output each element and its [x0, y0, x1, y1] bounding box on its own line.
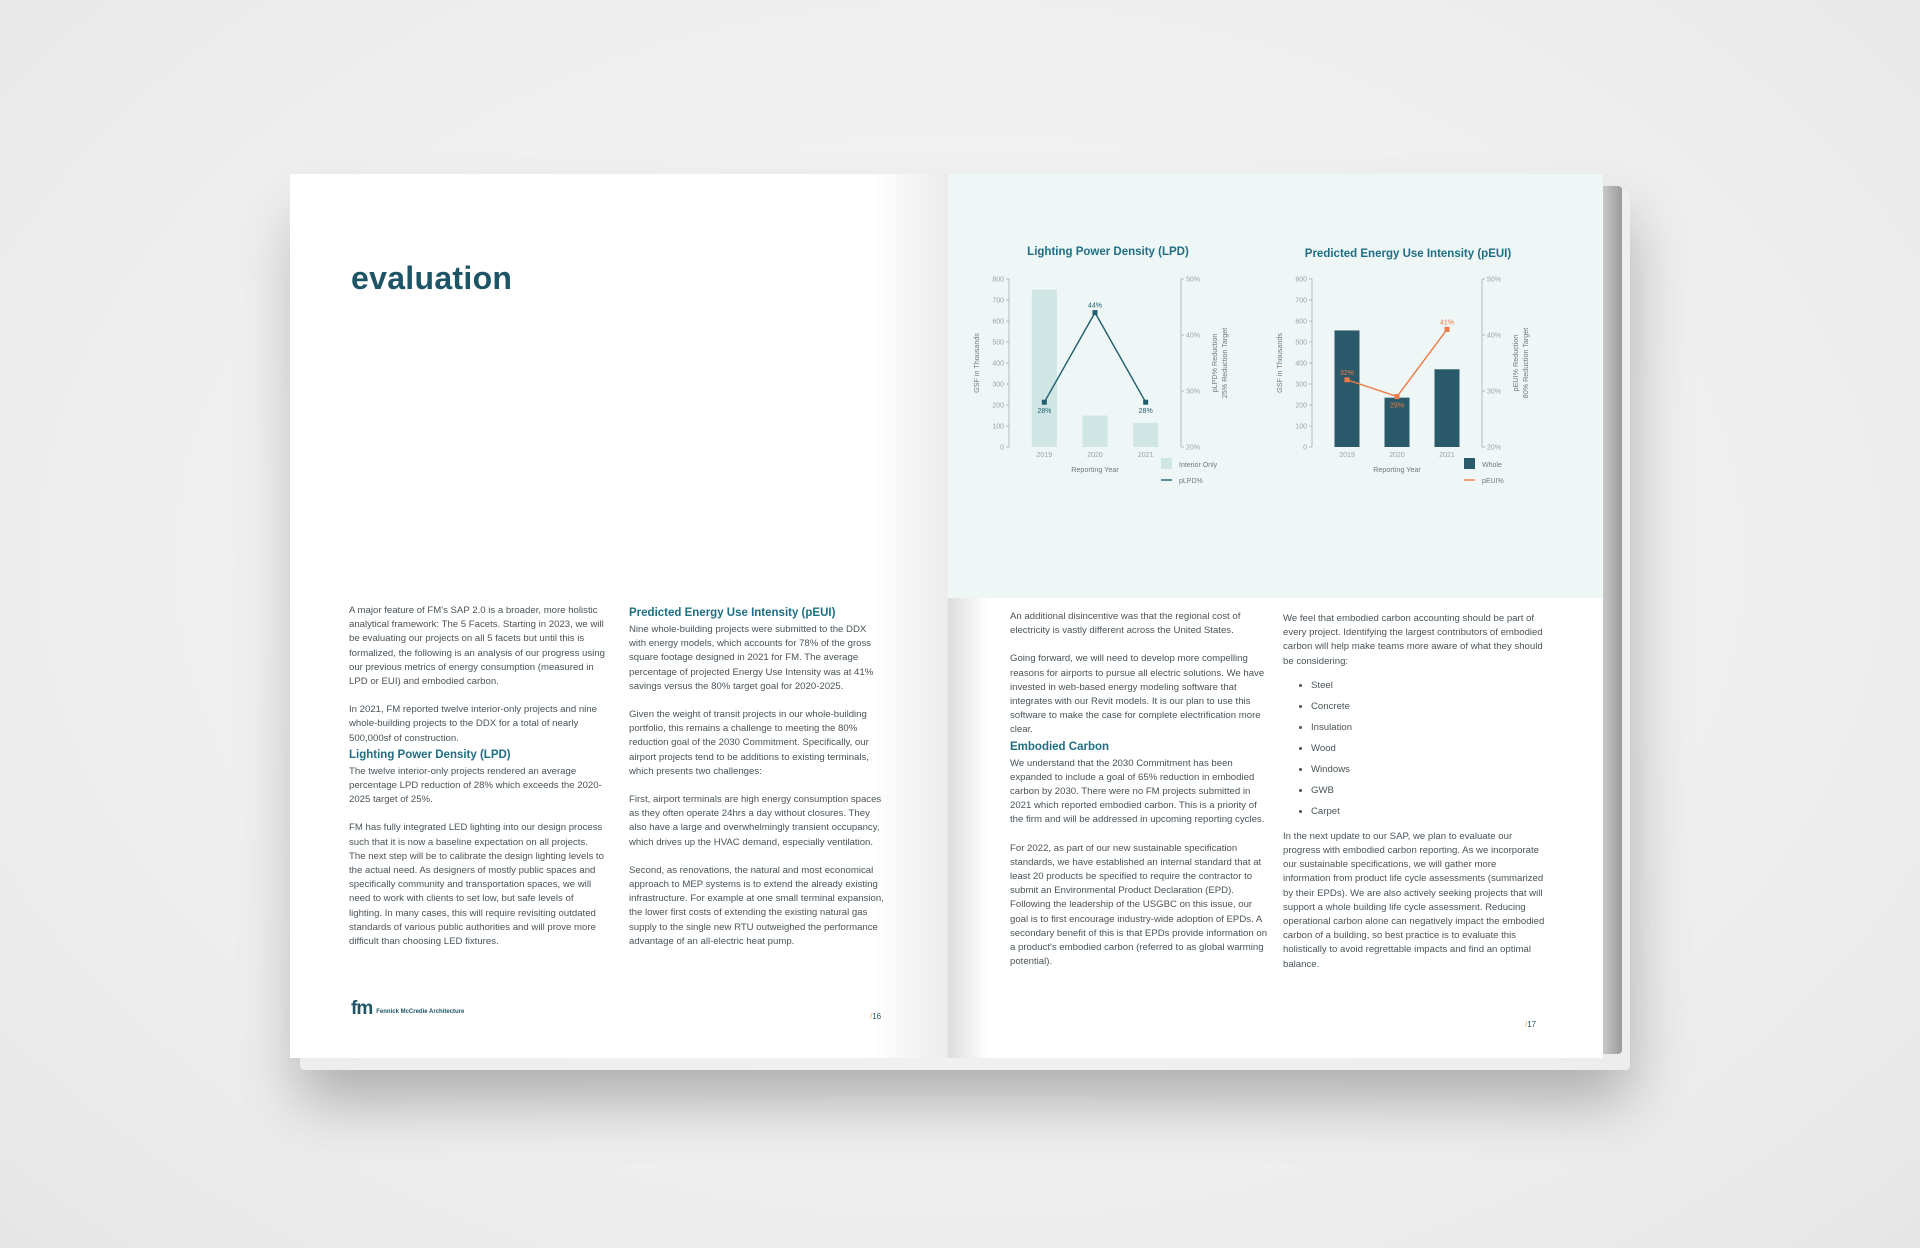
- line-point: [1345, 377, 1350, 382]
- paragraph: Second, as renovations, the natural and most economical approach to MEP systems is to extend the already existing infrastructure. For example at one small terminal expansion, the lower first costs of extending the existing natural gas supply to the single new RTU outweighed the performance advantage of an all-electric heat pump.: [629, 864, 884, 947]
- legend-label: Interior Only: [1179, 462, 1218, 469]
- y2-axis-label: pEUI% Reduction: [1511, 334, 1520, 392]
- data-label: 29%: [1389, 402, 1405, 410]
- line-point: [1143, 400, 1148, 405]
- data-label: 32%: [1339, 369, 1355, 377]
- paragraph: The twelve interior-only projects rendered an average percentage LPD reduction of 28% which exceeds the 2020-2025 target of 25%.: [349, 765, 602, 806]
- page-number-value: 16: [872, 1012, 882, 1021]
- right-column-1: [1010, 610, 1268, 983]
- paragraph: Going forward, we will need to develop more compelling reasons for airports to pursue all electric solutions. We have invested in web-based energy modeling software that integrates with our Revit models. It is our plan to use this software to make the case for complete electrification more clear.: [1010, 653, 1265, 736]
- y-tick-label: 300: [992, 381, 1004, 389]
- y2-axis-label-target: 25% Reduction Target: [1220, 327, 1229, 399]
- y-tick-label: 400: [992, 360, 1004, 368]
- line-point: [1445, 327, 1450, 332]
- left-column-2: [629, 606, 885, 963]
- x-tick-label: 2019: [1339, 452, 1355, 459]
- page-number-left: [870, 1012, 881, 1021]
- y2-tick-label: 20%: [1487, 444, 1502, 452]
- line-point: [1093, 310, 1098, 315]
- paragraph: Nine whole-building projects were submitted to the DDX with energy models, which accounts for 78% of the gross square footage designed in 2021 for FM. The average percentage of projected Energy Use Intensity was at 41% savings versus the 80% target goal for 2020-2025.: [629, 624, 874, 692]
- list-item: • Wood: [1311, 738, 1545, 759]
- x-axis-label: Reporting Year: [1071, 465, 1119, 474]
- list-item: • Windows: [1311, 759, 1545, 780]
- y-tick-label: 800: [1295, 276, 1307, 284]
- paragraph: Given the weight of transit projects in our whole-building portfolio, this remains a challenge to meeting the 80% reduction goal of the 2030 Commitment. Specifically, our airport projects tend to be additions to existing terminals, which presents two challenges:: [629, 709, 869, 777]
- x-tick-label: 2021: [1137, 452, 1154, 459]
- section-heading-embodied-carbon: Embodied Carbon: [1010, 740, 1110, 753]
- list-item: • Carpet: [1311, 801, 1545, 822]
- bar-2019: [1335, 330, 1360, 447]
- legend-label: pEUI%: [1482, 478, 1504, 485]
- y-tick-label: 200: [1295, 402, 1307, 410]
- paragraph: We feel that embodied carbon accounting should be part of every project. Identifying the largest contributors of embodied carbon will help make teams more aware of what they should be considering:: [1283, 613, 1543, 667]
- legend-label: pLPD%: [1179, 478, 1203, 485]
- y-tick-label: 700: [1295, 297, 1307, 305]
- fm-logo: [351, 1000, 464, 1018]
- section-heading-peui: Predicted Energy Use Intensity (pEUI): [629, 607, 836, 619]
- bar-2020: [1083, 416, 1108, 448]
- y2-tick-label: 30%: [1186, 388, 1201, 396]
- line-point: [1042, 400, 1047, 405]
- data-label: 44%: [1087, 302, 1103, 310]
- y2-tick-label: 50%: [1487, 276, 1502, 284]
- y-axis-label: GSF in Thousands: [972, 333, 981, 393]
- list-item: • Insulation: [1311, 717, 1545, 738]
- paragraph: In 2021, FM reported twelve interior-only projects and nine whole-building projects to the DDX for a total of nearly 500,000sf of construction.: [349, 704, 597, 744]
- y2-axis-label-target: 80% Reduction Target: [1521, 327, 1530, 399]
- x-tick-label: 2020: [1087, 452, 1103, 459]
- section-heading-lpd: Lighting Power Density (LPD): [349, 748, 511, 761]
- list-item: • Concrete: [1311, 696, 1545, 717]
- y-axis-label: GSF in Thousands: [1275, 333, 1284, 393]
- y-tick-label: 500: [992, 339, 1004, 347]
- y-tick-label: 600: [992, 318, 1004, 326]
- material-list: [1283, 675, 1545, 822]
- paragraph: First, airport terminals are high energy consumption spaces as they often operate 24hrs a day without closures. They also have a large and overwhelmingly transient occupancy, which drives up the HVAC demand, especially ventilation.: [629, 794, 882, 848]
- y2-tick-label: 40%: [1487, 332, 1502, 340]
- lpd-chart-title: Lighting Power Density (LPD): [1027, 246, 1189, 258]
- y2-tick-label: 50%: [1186, 276, 1201, 284]
- x-axis-label: Reporting Year: [1373, 465, 1421, 474]
- y-tick-label: 400: [1295, 360, 1307, 368]
- right-column-2: [1283, 612, 1545, 986]
- paragraph: We understand that the 2030 Commitment has been expanded to include a goal of 65% reduction in embodied carbon by 2030. There were no FM projects submitted in 2021 which reported embodied carbon. This is a priority of the firm and will be addressed in upcoming reporting cycles.: [1010, 757, 1265, 826]
- paragraph: FM has fully integrated LED lighting into our design process such that it is now a baseline expectation on all projects. The next step will be to calibrate the design lighting levels to the actual need. As designers of mostly public spaces and specifically community and transportation spaces, we will need to work with clients to set low, but safe levels of lighting. In many cases, this will require revisiting outdated standards of various public authorities and will prove more difficult than choosing LED fixtures.: [349, 822, 604, 948]
- x-tick-label: 2021: [1439, 452, 1455, 459]
- data-label: 28%: [1138, 408, 1153, 416]
- y2-tick-label: 20%: [1186, 444, 1201, 452]
- series-line-pEUI%: [1347, 329, 1447, 396]
- paragraph: In the next update to our SAP, we plan to evaluate our progress with embodied carbon reporting. As we incorporate our sustainable specifications, we will gather more information from product life cycle assessments (summarized by their EPDs). We are also actively seeking projects that will support a whole building life cycle assessment. Reducing operational carbon alone can negatively impact the embodied carbon of a building, so best practice is to evaluate this holistically to avoid regrettable impacts and find an optimal balance.: [1283, 830, 1545, 970]
- y-tick-label: 500: [1295, 339, 1307, 347]
- left-column-1: [349, 604, 605, 963]
- y-tick-label: 200: [992, 402, 1004, 410]
- line-point: [1395, 394, 1400, 399]
- legend-label: Whole: [1482, 462, 1502, 469]
- y-tick-label: 300: [1295, 381, 1307, 389]
- y-tick-label: 600: [1295, 318, 1307, 326]
- logo-mark: fm: [351, 998, 373, 1019]
- page-number-slash: /: [1525, 1020, 1528, 1029]
- y-tick-label: 100: [992, 423, 1004, 431]
- left-page: [290, 174, 948, 1058]
- paragraph: A major feature of FM's SAP 2.0 is a broader, more holistic analytical framework: The 5 Facets. Starting in 2023, we will be evaluating our projects on all 5 facets but until this is formalized, the following is an analysis of our progress using our previous metrics of energy consumption (measured in LPD or EUI) and embodied carbon.: [349, 605, 605, 688]
- legend-swatch-bar: [1464, 458, 1475, 469]
- series-line-pLPD%: [1044, 313, 1145, 403]
- bar-2021: [1133, 423, 1158, 447]
- y2-tick-label: 30%: [1487, 388, 1502, 396]
- list-item: • GWB: [1311, 780, 1545, 801]
- data-label: 28%: [1037, 408, 1052, 416]
- paragraph: For 2022, as part of our new sustainable specification standards, we have established an internal standard that at least 20 products be specified to require the contractor to submit an Environmental Product Declaration (EPD). Following the leadership of the USGBC on this issue, our goal is to first encourage industry-wide adoption of EPDs. A secondary benefit of this is that EPDs provide information on a product's embodied carbon (referred to as global warming potential).: [1010, 842, 1268, 968]
- y2-tick-label: 40%: [1186, 332, 1201, 340]
- page-number-slash: /: [870, 1012, 873, 1021]
- y-tick-label: 700: [992, 297, 1004, 305]
- x-tick-label: 2019: [1036, 452, 1053, 459]
- page-number-right: [1525, 1020, 1536, 1029]
- logo-name: Fennick McCredie Architecture: [376, 1009, 465, 1015]
- right-page: [948, 174, 1603, 1058]
- legend-swatch-bar: [1161, 458, 1172, 469]
- peui-chart-title: Predicted Energy Use Intensity (pEUI): [1304, 248, 1512, 260]
- page-title: evaluation: [351, 260, 513, 296]
- page-number-value: 17: [1527, 1020, 1537, 1029]
- y-tick-label: 800: [992, 276, 1004, 284]
- list-item: • Steel: [1311, 675, 1545, 696]
- y-tick-label: 0: [1000, 444, 1004, 452]
- paragraph: An additional disincentive was that the regional cost of electricity is vastly different across the United States.: [1010, 611, 1241, 637]
- y-tick-label: 0: [1303, 444, 1307, 452]
- y2-axis-label: pLPD% Reduction: [1210, 333, 1219, 393]
- data-label: 41%: [1439, 319, 1455, 327]
- peui-chart: [1275, 269, 1588, 529]
- bar-2019: [1032, 290, 1057, 448]
- lpd-chart: [972, 269, 1263, 529]
- x-tick-label: 2020: [1389, 452, 1405, 459]
- bar-2021: [1435, 369, 1460, 447]
- y-tick-label: 100: [1295, 423, 1307, 431]
